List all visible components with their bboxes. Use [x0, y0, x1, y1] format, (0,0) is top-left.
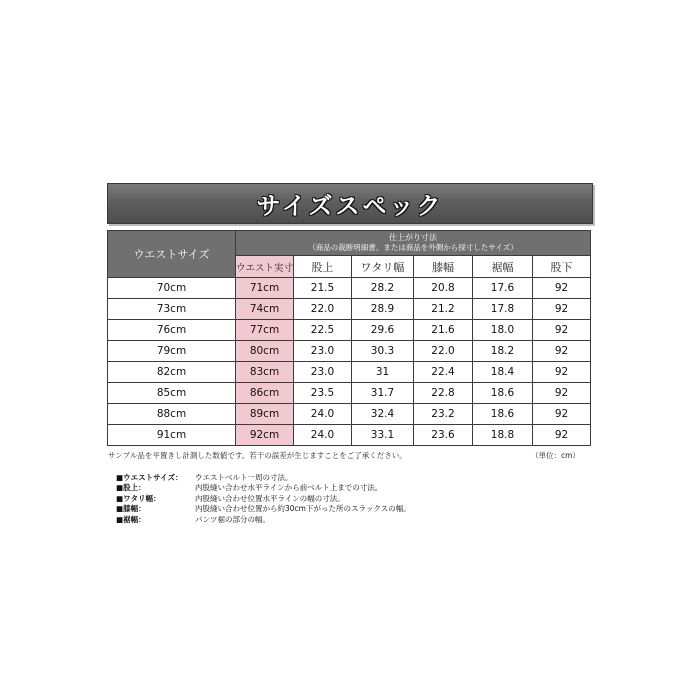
measurement-note: サンプル品を平置きし計測した数値です。若干の誤差が生じますことをご了承ください。: [108, 451, 407, 460]
cell-inseam: 92: [533, 278, 591, 299]
definition-item: [116, 494, 411, 504]
definition-desc: 内股縫い合わせ位置水平ラインの幅の寸法。: [195, 493, 345, 503]
table-row: [108, 320, 591, 341]
cell-waist-actual: 71cm: [236, 278, 294, 299]
table-row: [108, 278, 591, 299]
cell-waist-actual: 92cm: [236, 425, 294, 446]
cell-waist-size: 88cm: [108, 404, 236, 425]
cell-waist-size: 82cm: [108, 362, 236, 383]
cell-rise: 23.0: [294, 362, 352, 383]
cell-thigh: 28.9: [352, 299, 414, 320]
cell-inseam: 92: [533, 362, 591, 383]
cell-rise: 23.5: [294, 383, 352, 404]
page-title: サイズスペック: [256, 191, 444, 220]
cell-waist-actual: 83cm: [236, 362, 294, 383]
cell-hem: 18.0: [473, 320, 533, 341]
table-row: [108, 341, 591, 362]
cell-thigh: 31: [352, 362, 414, 383]
cell-waist-actual: 74cm: [236, 299, 294, 320]
cell-knee: 22.8: [414, 383, 473, 404]
cell-rise: 23.0: [294, 341, 352, 362]
size-spec-table: [107, 230, 591, 446]
cell-rise: 22.0: [294, 299, 352, 320]
cell-hem: 18.6: [473, 383, 533, 404]
cell-thigh: 32.4: [352, 404, 414, 425]
col-header-waist-actual: ウエスト実寸: [236, 256, 294, 278]
cell-knee: 21.6: [414, 320, 473, 341]
header-finished-dimensions: [236, 231, 591, 256]
title-banner: [107, 183, 593, 224]
table-row: [108, 383, 591, 404]
col-header-thigh: ワタリ幅: [352, 256, 414, 278]
definition-term: ■股上：: [116, 483, 146, 493]
cell-inseam: 92: [533, 425, 591, 446]
cell-rise: 22.5: [294, 320, 352, 341]
definition-desc: 内股縫い合わせ位置から約30cm下がった所のスラックスの幅。: [195, 504, 411, 514]
definition-item: [116, 473, 411, 483]
cell-thigh: 29.6: [352, 320, 414, 341]
cell-inseam: 92: [533, 299, 591, 320]
cell-thigh: 31.7: [352, 383, 414, 404]
definition-item: [116, 483, 411, 493]
cell-inseam: 92: [533, 404, 591, 425]
definition-term: ■膝幅：: [116, 504, 146, 514]
cell-hem: 18.2: [473, 341, 533, 362]
cell-rise: 21.5: [294, 278, 352, 299]
table-row: [108, 362, 591, 383]
col-header-hem: 裾幅: [473, 256, 533, 278]
cell-thigh: 33.1: [352, 425, 414, 446]
table-row: [108, 404, 591, 425]
cell-waist-size: 79cm: [108, 341, 236, 362]
cell-waist-actual: 86cm: [236, 383, 294, 404]
header-finished-title: 仕上がり寸法: [389, 233, 438, 242]
definition-item: [116, 504, 411, 514]
cell-hem: 18.8: [473, 425, 533, 446]
cell-inseam: 92: [533, 341, 591, 362]
cell-waist-actual: 77cm: [236, 320, 294, 341]
definition-term: ■ウエストサイズ：: [116, 473, 183, 482]
header-waist-size: ウエストサイズ: [108, 231, 236, 278]
cell-hem: 17.8: [473, 299, 533, 320]
cell-hem: 18.6: [473, 404, 533, 425]
col-header-knee: 膝幅: [414, 256, 473, 278]
cell-waist-size: 91cm: [108, 425, 236, 446]
table-header-row: [108, 231, 591, 256]
cell-rise: 24.0: [294, 404, 352, 425]
table-row: [108, 425, 591, 446]
cell-knee: 23.2: [414, 404, 473, 425]
col-header-inseam: 股下: [533, 256, 591, 278]
table-body: [108, 278, 591, 446]
table-row: [108, 299, 591, 320]
cell-hem: 18.4: [473, 362, 533, 383]
cell-inseam: 92: [533, 383, 591, 404]
definitions-list: [116, 473, 411, 525]
cell-knee: 23.6: [414, 425, 473, 446]
cell-waist-size: 70cm: [108, 278, 236, 299]
cell-knee: 22.0: [414, 341, 473, 362]
definition-term: ■ワタリ幅：: [116, 493, 161, 503]
cell-waist-size: 76cm: [108, 320, 236, 341]
unit-label: （単位：cm）: [531, 451, 580, 460]
cell-inseam: 92: [533, 320, 591, 341]
cell-waist-actual: 89cm: [236, 404, 294, 425]
cell-waist-actual: 80cm: [236, 341, 294, 362]
cell-thigh: 30.3: [352, 341, 414, 362]
col-header-rise: 股上: [294, 256, 352, 278]
definition-desc: 内股縫い合わせ水平ラインから前ベルト上までの寸法。: [195, 483, 383, 493]
cell-rise: 24.0: [294, 425, 352, 446]
cell-waist-size: 73cm: [108, 299, 236, 320]
cell-knee: 22.4: [414, 362, 473, 383]
definition-desc: パンツ裾の部分の幅。: [195, 514, 270, 524]
definition-term: ■裾幅：: [116, 514, 146, 524]
cell-knee: 21.2: [414, 299, 473, 320]
cell-hem: 17.6: [473, 278, 533, 299]
cell-knee: 20.8: [414, 278, 473, 299]
header-finished-subtitle: （商品の裁断明細書、または商品を外側から採寸したサイズ）: [308, 243, 518, 252]
definition-desc: ウエストベルト一周の寸法。: [195, 473, 293, 482]
definition-item: [116, 515, 411, 525]
cell-thigh: 28.2: [352, 278, 414, 299]
cell-waist-size: 85cm: [108, 383, 236, 404]
